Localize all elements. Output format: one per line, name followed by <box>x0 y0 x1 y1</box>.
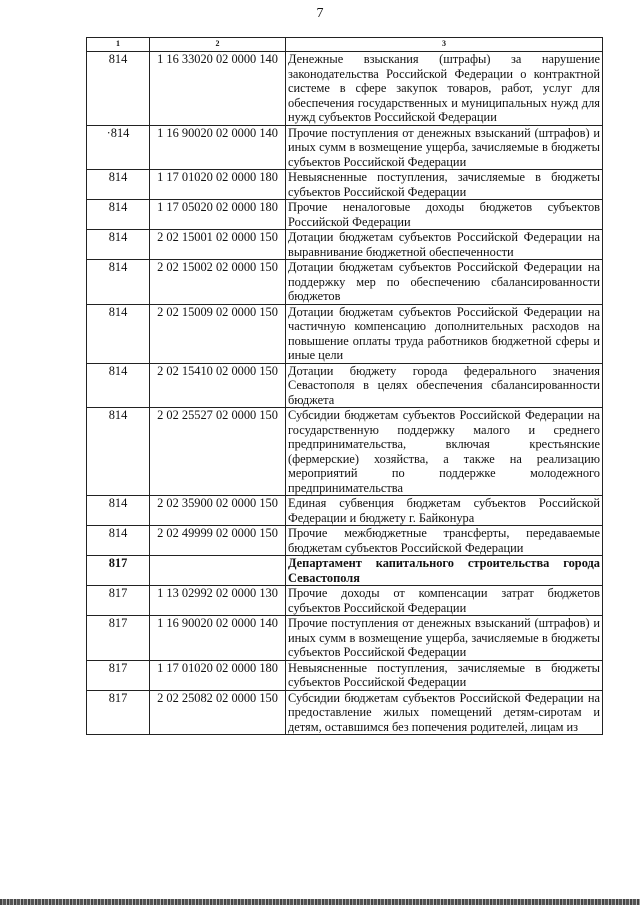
admin-code-cell: 814 <box>87 408 150 496</box>
table-row <box>87 690 603 735</box>
scan-edge <box>0 899 640 905</box>
revenue-name-cell: Дотации бюджетам субъектов Российской Федерации на частичную компенсацию дополнительных расходов на повышение оплаты труда работников бюджетной сферы и иные цели <box>286 304 603 363</box>
admin-code-cell: 817 <box>87 556 150 586</box>
table-row <box>87 230 603 260</box>
column-number-1: 1 <box>87 38 150 52</box>
table-header-row <box>87 38 603 52</box>
admin-code-cell: ·814 <box>87 125 150 170</box>
revenue-codes-table <box>86 37 603 735</box>
table-row <box>87 526 603 556</box>
table-row <box>87 660 603 690</box>
revenue-name-cell: Единая субвенция бюджетам субъектов Российской Федерации и бюджету г. Байконура <box>286 496 603 526</box>
revenue-name-cell: Прочие доходы от компенсации затрат бюджетов субъектов Российской Федерации <box>286 586 603 616</box>
table-row <box>87 125 603 170</box>
admin-code-cell: 814 <box>87 304 150 363</box>
admin-code-cell: 814 <box>87 526 150 556</box>
budget-code-cell: 1 16 90020 02 0000 140 <box>150 616 286 661</box>
budget-code-cell: 1 13 02992 02 0000 130 <box>150 586 286 616</box>
budget-code-cell: 1 16 33020 02 0000 140 <box>150 52 286 126</box>
admin-code-cell: 814 <box>87 260 150 305</box>
table-row <box>87 586 603 616</box>
admin-code-cell: 817 <box>87 586 150 616</box>
admin-code-cell: 814 <box>87 52 150 126</box>
page-number: 7 <box>316 6 324 21</box>
table-row <box>87 200 603 230</box>
budget-code-cell: 2 02 15410 02 0000 150 <box>150 363 286 408</box>
admin-code-cell: 817 <box>87 690 150 735</box>
table-body <box>87 52 603 735</box>
budget-code-cell: 2 02 35900 02 0000 150 <box>150 496 286 526</box>
table-row <box>87 496 603 526</box>
budget-code-cell: 1 17 05020 02 0000 180 <box>150 200 286 230</box>
revenue-name-cell: Прочие поступления от денежных взысканий (штрафов) и иных сумм в возмещение ущерба, зачисляемые в бюджеты субъектов Российской Федерации <box>286 125 603 170</box>
admin-code-cell: 817 <box>87 616 150 661</box>
budget-code-cell: 2 02 15002 02 0000 150 <box>150 260 286 305</box>
budget-code-cell: 2 02 15001 02 0000 150 <box>150 230 286 260</box>
revenue-name-cell: Дотации бюджету города федерального значения Севастополя в целях обеспечения сбалансированности бюджета <box>286 363 603 408</box>
admin-code-cell: 814 <box>87 363 150 408</box>
admin-code-cell: 814 <box>87 200 150 230</box>
budget-code-cell <box>150 556 286 586</box>
table-row <box>87 304 603 363</box>
budget-code-cell: 2 02 25527 02 0000 150 <box>150 408 286 496</box>
revenue-name-cell: Дотации бюджетам субъектов Российской Федерации на выравнивание бюджетной обеспеченности <box>286 230 603 260</box>
revenue-name-cell: Субсидии бюджетам субъектов Российской Федерации на государственную поддержку малого и среднего предпринимательства, включая крестьянские (фермерские) хозяйства, а также на реализацию мероприятий по поддержке молодежного предпринимательства <box>286 408 603 496</box>
column-number-2: 2 <box>150 38 286 52</box>
admin-code-cell: 817 <box>87 660 150 690</box>
revenue-name-cell: Прочие межбюджетные трансферты, передаваемые бюджетам субъектов Российской Федерации <box>286 526 603 556</box>
revenue-name-cell: Прочие неналоговые доходы бюджетов субъектов Российской Федерации <box>286 200 603 230</box>
admin-code-cell: 814 <box>87 230 150 260</box>
table-row <box>87 52 603 126</box>
revenue-name-cell: Невыясненные поступления, зачисляемые в бюджеты субъектов Российской Федерации <box>286 660 603 690</box>
revenue-name-cell: Дотации бюджетам субъектов Российской Федерации на поддержку мер по обеспечению сбалансированности бюджетов <box>286 260 603 305</box>
budget-code-cell: 2 02 49999 02 0000 150 <box>150 526 286 556</box>
budget-code-cell: 2 02 25082 02 0000 150 <box>150 690 286 735</box>
budget-code-cell: 1 17 01020 02 0000 180 <box>150 660 286 690</box>
admin-code-cell: 814 <box>87 496 150 526</box>
revenue-name-cell: Субсидии бюджетам субъектов Российской Федерации на предоставление жилых помещений детям-сиротам и детям, оставшимся без попечения родителей, лицам из <box>286 690 603 735</box>
admin-code-cell: 814 <box>87 170 150 200</box>
budget-code-cell: 2 02 15009 02 0000 150 <box>150 304 286 363</box>
table-row <box>87 556 603 586</box>
column-number-3: 3 <box>286 38 603 52</box>
budget-code-cell: 1 17 01020 02 0000 180 <box>150 170 286 200</box>
budget-code-cell: 1 16 90020 02 0000 140 <box>150 125 286 170</box>
revenue-name-cell: Прочие поступления от денежных взысканий (штрафов) и иных сумм в возмещение ущерба, зачисляемые в бюджеты субъектов Российской Федерации <box>286 616 603 661</box>
table-row <box>87 408 603 496</box>
revenue-name-cell: Департамент капитального строительства города Севастополя <box>286 556 603 586</box>
table-row <box>87 260 603 305</box>
revenue-name-cell: Невыясненные поступления, зачисляемые в бюджеты субъектов Российской Федерации <box>286 170 603 200</box>
table-row <box>87 363 603 408</box>
table-row <box>87 170 603 200</box>
table-row <box>87 616 603 661</box>
revenue-name-cell: Денежные взыскания (штрафы) за нарушение законодательства Российской Федерации о контрактной системе в сфере закупок товаров, работ, услуг для обеспечения государственных и муниципальных нужд для нужд субъектов Российской Федерации <box>286 52 603 126</box>
